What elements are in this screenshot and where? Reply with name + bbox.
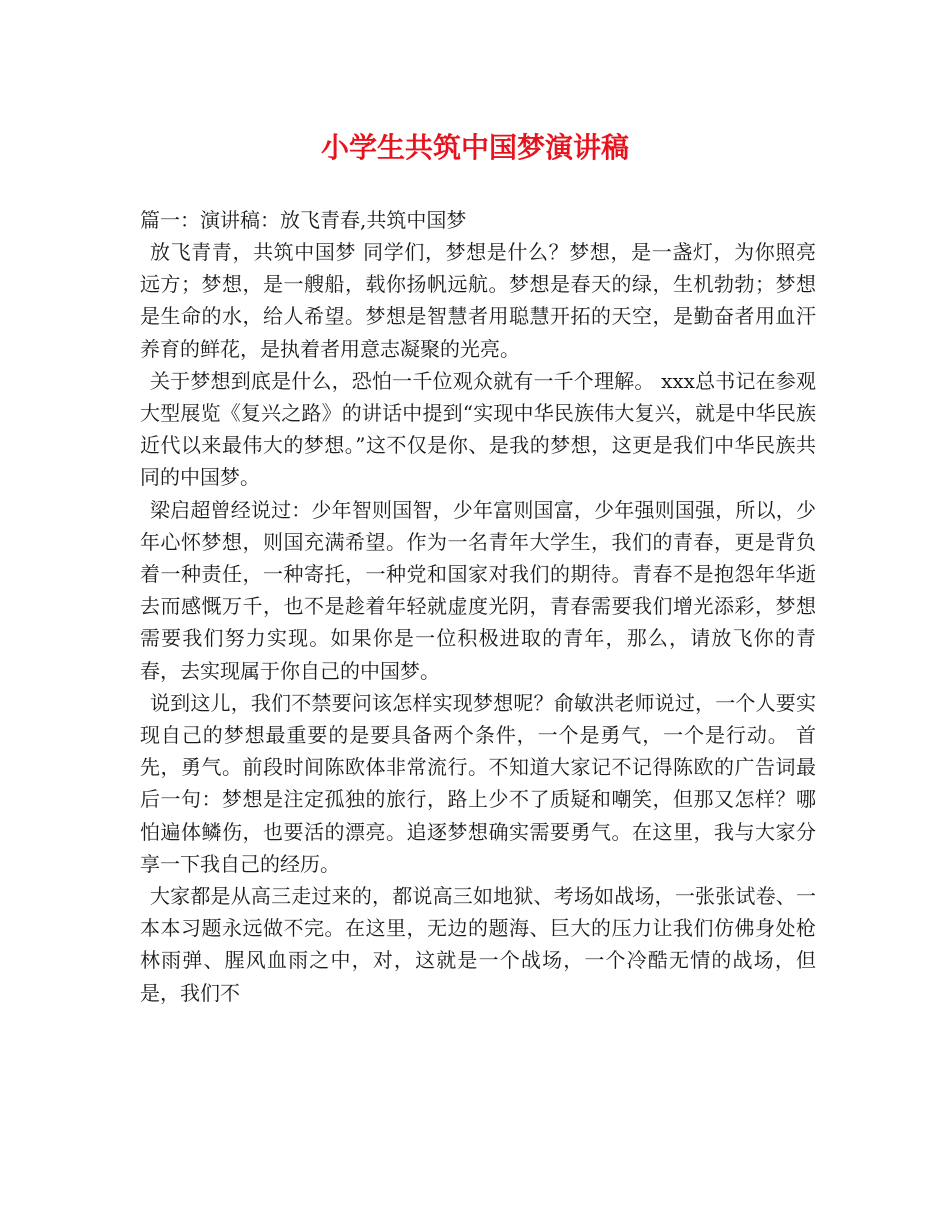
document-body bbox=[140, 204, 816, 1009]
paragraph: 大家都是从高三走过来的，都说高三如地狱、考场如战场，一张张试卷、一本本习题永远做不完。在这里，无边的题海、巨大的压力让我们仿佛身处枪林雨弹、腥风血雨之中，对，这就是一个战场，一个冷酷无情的战场，但是，我们不 bbox=[140, 884, 816, 1005]
document-title: 小学生共筑中国梦演讲稿 bbox=[320, 131, 629, 164]
paragraph: 关于梦想到底是什么，恐怕一千位观众就有一千个理解。 xxx总书记在参观大型展览《复兴之路》的讲话中提到“实现中华民族伟大复兴，就是中华民族近代以来最伟大的梦想。”这不仅是你、是我的梦想，这更是我们中华民族共同的中国梦。 bbox=[140, 368, 816, 490]
paragraph: 说到这儿，我们不禁要问该怎样实现梦想呢？俞敏洪老师说过，一个人要实现自己的梦想最重要的是要具备两个条件，一个是勇气，一个是行动。 首先，勇气。前段时间陈欧体非常流行。不知道大家记不记得陈欧的广告词最后一句：梦想是注定孤独的旅行，路上少不了质疑和嘲笑，但那又怎样？哪怕遍体鳞伤，也要活的漂亮。追逐梦想确实需要勇气。在这里，我与大家分享一下我自己的经历。 bbox=[140, 690, 816, 876]
paragraph: 梁启超曾经说过：少年智则国智，少年富则国富，少年强则国强，所以，少年心怀梦想，则国充满希望。作为一名青年大学生，我们的青春，更是背负着一种责任，一种寄托，一种党和国家对我们的期待。青春不是抱怨年华逝去而感慨万千，也不是趁着年轻就虚度光阴，青春需要我们增光添彩，梦想需要我们努力实现。如果你是一位积极进取的青年，那么，请放飞你的青春，去实现属于你自己的中国梦。 bbox=[140, 497, 816, 683]
paragraph: 放飞青青，共筑中国梦 同学们，梦想是什么？梦想，是一盏灯，为你照亮远方；梦想，是一艘船，载你扬帆远航。梦想是春天的绿，生机勃勃；梦想是生命的水，给人希望。梦想是智慧者用聪慧开拓的天空，是勤奋者用血汗养育的鲜花，是执着者用意志凝聚的光亮。 bbox=[140, 240, 816, 361]
section-heading: 篇一：演讲稿：放飞青春,共筑中国梦 bbox=[140, 208, 467, 232]
